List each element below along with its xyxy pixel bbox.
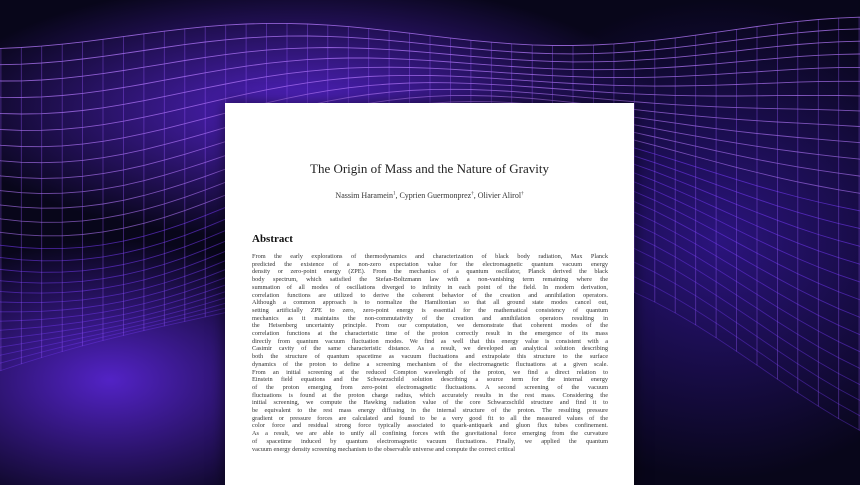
abstract-line: body spectrum, which satisfied the Stefan-Boltzmann law with a non-vanishing term remaining where the [252, 276, 608, 284]
author-mark: † [521, 191, 524, 197]
abstract-line: the Heisenberg uncertainty principle. From our computation, we demonstrate that coherent modes of the [252, 322, 608, 330]
abstract-line: color force and residual strong force typically associated to quark-antiquark and gluon flux tubes confinement. [252, 422, 608, 430]
abstract-line: gradient or pressure forces are calculated and found to be a very good fit to all the measured values of the [252, 414, 608, 422]
abstract-line: summation of all modes of oscillations diverged to infinity in each point of the field. In modern derivation, [252, 283, 608, 291]
abstract-line: correlation functions at the characteristic time of the proton correctly result in the emergence of its mass [252, 330, 608, 338]
abstract-body [252, 253, 608, 453]
abstract-line: From the early explorations of thermodynamics and characterization of black body radiation, Max Planck [252, 253, 608, 260]
abstract-line: Einstein field equations and the Schwarzschild solution describing a source term for the internal energy [252, 376, 608, 384]
abstract-line: both the structure of quantum spacetime as vacuum fluctuations and extrapolate this structure to the surface [252, 353, 608, 361]
paper-title: The Origin of Mass and the Nature of Gravity [310, 161, 549, 176]
abstract-heading: Abstract [252, 233, 293, 245]
author-name: Cyprien Guermonprez [399, 191, 472, 200]
abstract-line: be equivalent to the rest mass energy diffusing in the internal structure of the proton. The resulting pressure [252, 407, 608, 415]
abstract-line: Casimir cavity of the same characteristic distance. As a result, we developed an analytical solution describing [252, 345, 608, 353]
paper-page [225, 103, 634, 485]
abstract-line: vacuum energy density screening mechanism to the observable universe and compute the correct critical [252, 445, 516, 453]
abstract-line: As a result, we are able to unify all confining forces with the gravitational force emerging from the curvature [252, 430, 608, 438]
abstract-line: density or zero-point energy (ZPE). From the mechanics of a quantum oscillator, Planck derived the black [252, 268, 608, 276]
abstract-line: directly from quantum vacuum fluctuation modes. We find as well that this energy value is consistent with a [252, 337, 608, 345]
author-name: Nassim Haramein [335, 191, 393, 200]
author-mark: † [471, 191, 474, 197]
abstract-line: initial screening, we compute the Hawking radiation value of the core Schwarzschild structure and find it to [252, 399, 608, 407]
abstract-line: of the proton emerging from zero-point electromagnetic fluctuations. A second screening of the vacuum [252, 383, 608, 391]
author-list: Nassim Haramein$^1$, Cyprien Guermonprez†, Olivier Alirol† [335, 191, 524, 200]
abstract-line: fluctuations is found at the proton charge radius, which accurately results in the rest mass. Considering the [252, 391, 608, 399]
abstract-line: dynamics of the proton to define a screening mechanism of the electromagnetic fluctuations at a given scale. [252, 360, 608, 368]
abstract-line: predicted the existence of a non-zero expectation value for the electromagnetic quantum vacuum energy [252, 260, 608, 268]
author-name: Olivier Alirol [477, 191, 522, 200]
abstract-line: of spacetime induced by quantum electromagnetic vacuum fluctuations. Finally, we applied the quantum [252, 437, 608, 445]
author-mark: 1 [392, 191, 396, 197]
abstract-line: setting artificially ZPE to zero, zero-point energy is essential for the mathematical consistency of quantum [252, 306, 608, 314]
abstract-line: Although a common approach is to normalize the Hamiltonian so that all ground state modes cancel out, [252, 299, 608, 307]
abstract-line: mechanics as it maintains the non-commutativity of the creation and annihilation operators resulting in [252, 314, 608, 322]
abstract-line: From an initial screening at the reduced Compton wavelength of the proton, we find a direct relation to [252, 368, 608, 376]
abstract-line: correlation functions are utilized to derive the coherent behavior of the creation and annihilation operators. [252, 291, 608, 299]
